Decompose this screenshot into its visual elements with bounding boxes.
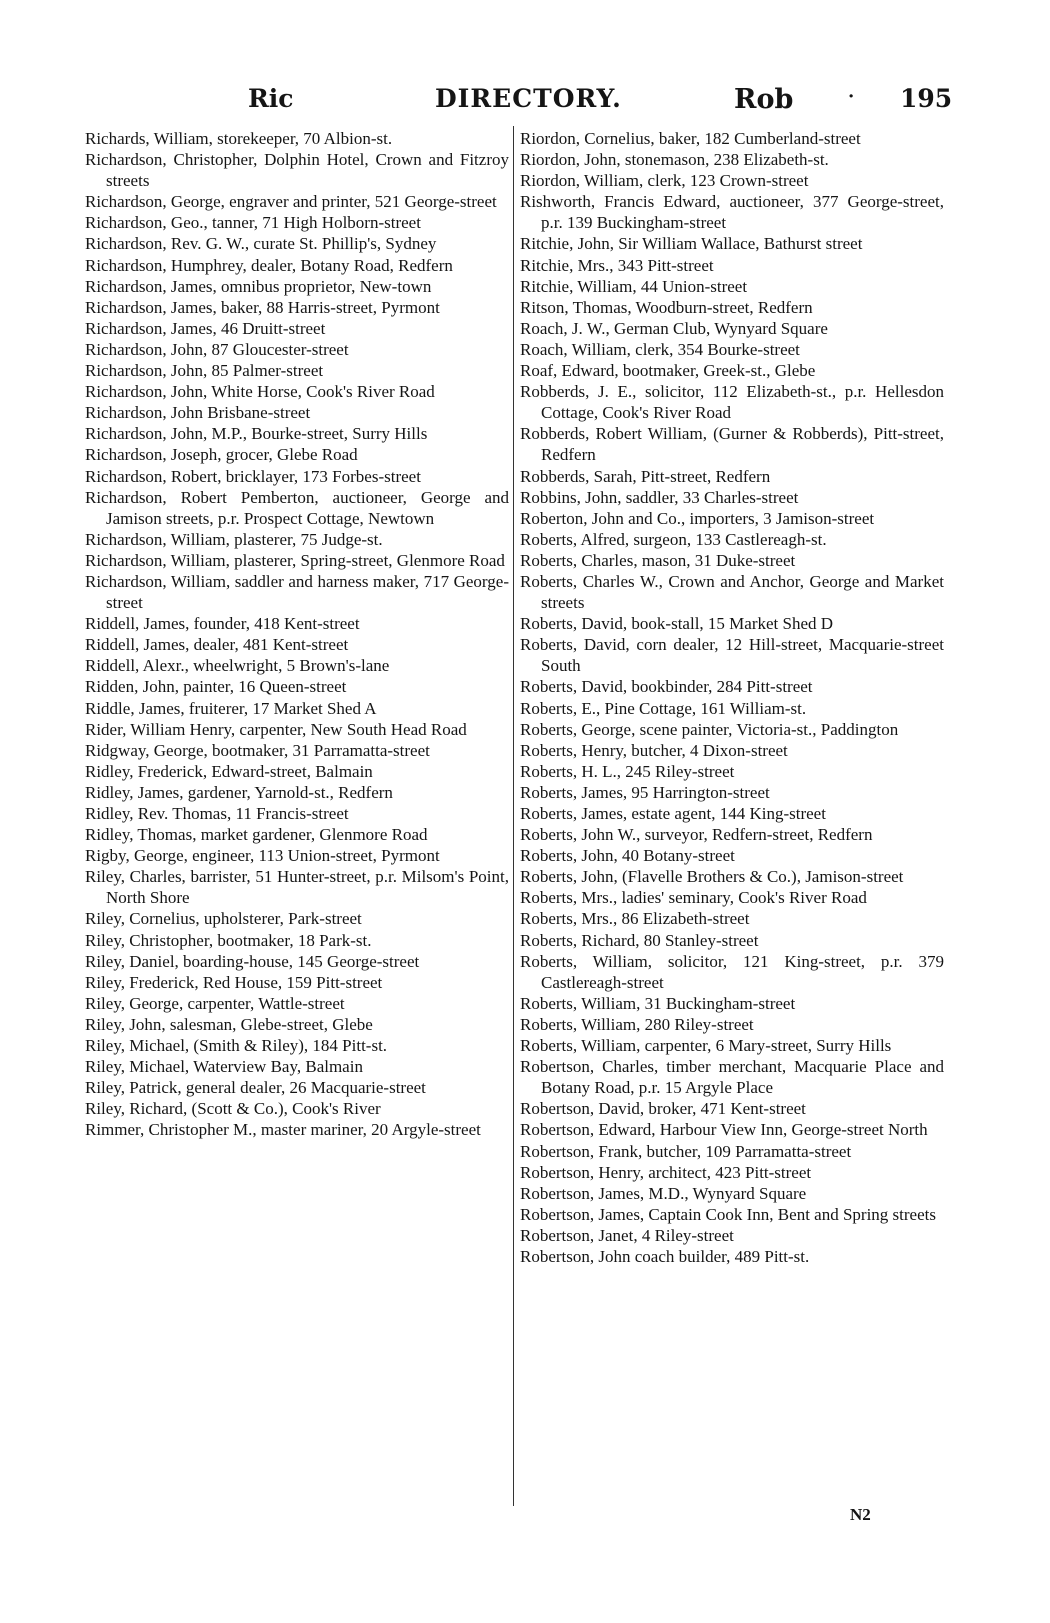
directory-entry: Roberts, David, bookbinder, 284 Pitt-street xyxy=(520,677,813,697)
directory-entry: Riley, Richard, (Scott & Co.), Cook's River xyxy=(85,1099,381,1119)
directory-entry: Roberts, William, solicitor, 121 King-street, p.r. 379 Castlereagh-street xyxy=(520,951,944,992)
directory-entry: Richardson, Humphrey, dealer, Botany Road, Redfern xyxy=(85,255,453,275)
directory-entry: Richardson, William, plasterer, Spring-street, Glenmore Road xyxy=(85,550,505,570)
directory-entry: Richardson, James, baker, 88 Harris-street, Pyrmont xyxy=(85,297,440,317)
directory-entry: Robertson, Frank, butcher, 109 Parramatta-street xyxy=(520,1141,852,1161)
directory-entry: Richardson, James, omnibus proprietor, New-town xyxy=(85,276,432,296)
directory-entry: Roberts, George, scene painter, Victoria-st., Paddington xyxy=(520,719,899,739)
directory-entry: Riley, Michael, (Smith & Riley), 184 Pitt-st. xyxy=(85,1036,388,1056)
directory-entry: Robertson, James, Captain Cook Inn, Bent and Spring streets xyxy=(520,1204,936,1224)
directory-entry: Roberts, Charles, mason, 31 Duke-street xyxy=(520,550,796,570)
directory-entry: Richardson, George, engraver and printer, 521 George-street xyxy=(85,192,497,212)
signature-mark: N2 xyxy=(850,1505,871,1524)
directory-entry: Roberts, Mrs., ladies' seminary, Cook's River Road xyxy=(520,888,867,908)
directory-entry: Richardson, Robert, bricklayer, 173 Forbes-street xyxy=(85,466,421,486)
directory-entry: Roach, J. W., German Club, Wynyard Square xyxy=(520,318,828,338)
directory-entry: Richardson, Christopher, Dolphin Hotel, Crown and Fitzroy streets xyxy=(85,150,509,191)
directory-entry: Roberts, William, 280 Riley-street xyxy=(520,1014,754,1034)
directory-entry: Rishworth, Francis Edward, auctioneer, 377 George-street, p.r. 139 Buckingham-street xyxy=(520,192,944,233)
directory-entry: Robertson, Charles, timber merchant, Macquarie Place and Botany Road, p.r. 15 Argyle Place xyxy=(520,1057,944,1098)
directory-entry: Roaf, Edward, bootmaker, Greek-st., Glebe xyxy=(520,361,816,381)
directory-entry: Riddell, Alexr., wheelwright, 5 Brown's-lane xyxy=(85,656,390,676)
directory-entry: Riddell, James, dealer, 481 Kent-street xyxy=(85,635,349,655)
directory-entry: Roberts, John, 40 Botany-street xyxy=(520,846,735,866)
directory-entry: Ritchie, John, Sir William Wallace, Bathurst street xyxy=(520,234,863,254)
left-guide-word: Ric xyxy=(248,84,294,113)
directory-entry: Roberts, James, 95 Harrington-street xyxy=(520,782,770,802)
directory-entry: Robertson, Janet, 4 Riley-street xyxy=(520,1225,734,1245)
directory-entry: Richardson, John, 87 Gloucester-street xyxy=(85,339,349,359)
directory-entry: Ritchie, William, 44 Union-street xyxy=(520,276,748,296)
directory-entry: Ridley, Frederick, Edward-street, Balmain xyxy=(85,761,373,781)
directory-entry: Roberts, David, book-stall, 15 Market Shed D xyxy=(520,614,834,634)
directory-entry: Roberts, Mrs., 86 Elizabeth-street xyxy=(520,909,750,929)
directory-entry: Ridley, Rev. Thomas, 11 Francis-street xyxy=(85,804,349,823)
directory-entry: Roberts, E., Pine Cottage, 161 William-st. xyxy=(520,698,807,718)
right-column xyxy=(520,128,944,1267)
directory-entry: Roberts, Alfred, surgeon, 133 Castlereagh-st. xyxy=(520,529,827,549)
directory-entry: Riley, John, salesman, Glebe-street, Glebe xyxy=(85,1014,373,1034)
directory-entry: Riley, George, carpenter, Wattle-street xyxy=(85,993,345,1013)
directory-entry: Riley, Frederick, Red House, 159 Pitt-street xyxy=(85,972,383,992)
directory-entry: Richardson, William, saddler and harness maker, 717 George-street xyxy=(85,571,509,613)
directory-entry: Roberts, William, 31 Buckingham-street xyxy=(520,993,796,1013)
directory-entry: Riley, Patrick, general dealer, 26 Macquarie-street xyxy=(85,1078,426,1098)
directory-entry: Ritson, Thomas, Woodburn-street, Redfern xyxy=(520,297,813,317)
directory-entry: Riley, Cornelius, upholsterer, Park-street xyxy=(85,909,362,929)
directory-entry: Riddell, James, founder, 418 Kent-street xyxy=(85,614,360,634)
directory-entry: Riordon, William, clerk, 123 Crown-street xyxy=(520,171,809,191)
directory-entry: Roberts, James, estate agent, 144 King-street xyxy=(520,804,826,823)
directory-entry: Riley, Christopher, bootmaker, 18 Park-st. xyxy=(85,930,372,950)
directory-entry: Richardson, John, White Horse, Cook's River Road xyxy=(85,382,435,402)
directory-entry: Roberts, Henry, butcher, 4 Dixon-street xyxy=(520,740,788,760)
directory-entry: Robberds, Sarah, Pitt-street, Redfern xyxy=(520,466,771,486)
directory-entry: Rigby, George, engineer, 113 Union-street, Pyrmont xyxy=(85,846,440,866)
directory-entry: Ridley, Thomas, market gardener, Glenmore Road xyxy=(85,825,428,845)
directory-entry: Richardson, John, M.P., Bourke-street, Surry Hills xyxy=(85,424,428,444)
directory-entry: Robbins, John, saddler, 33 Charles-street xyxy=(520,487,799,507)
directory-entry: Riley, Charles, barrister, 51 Hunter-street, p.r. Milsom's Point, North Shore xyxy=(85,867,509,908)
directory-entry: Ridden, John, painter, 16 Queen-street xyxy=(85,677,347,697)
directory-entry: Robberds, J. E., solicitor, 112 Elizabeth-st., p.r. Hellesdon Cottage, Cook's River Road xyxy=(520,382,944,423)
directory-entry: Roberts, Richard, 80 Stanley-street xyxy=(520,930,759,950)
directory-entry: Robberds, Robert William, (Gurner & Robberds), Pitt-street, Redfern xyxy=(520,424,944,465)
directory-entry: Rider, William Henry, carpenter, New South Head Road xyxy=(85,719,467,739)
directory-entry: Roach, William, clerk, 354 Bourke-street xyxy=(520,339,800,359)
directory-entry: Roberton, John and Co., importers, 3 Jamison-street xyxy=(520,508,875,528)
directory-entry: Roberts, John, (Flavelle Brothers & Co.), Jamison-street xyxy=(520,867,904,887)
directory-entry: Rimmer, Christopher M., master mariner, 20 Argyle-street xyxy=(85,1120,481,1140)
directory-entry: Roberts, H. L., 245 Riley-street xyxy=(520,761,735,781)
right-guide-word: Rob xyxy=(734,84,794,115)
directory-entry: Robertson, Edward, Harbour View Inn, George-street North xyxy=(520,1120,928,1140)
directory-entry: Roberts, William, carpenter, 6 Mary-street, Surry Hills xyxy=(520,1036,892,1056)
directory-entry: Richardson, William, plasterer, 75 Judge-st. xyxy=(85,529,383,549)
directory-entry: Richardson, Rev. G. W., curate St. Phillip's, Sydney xyxy=(85,234,437,254)
directory-entry: Robertson, John coach builder, 489 Pitt-st. xyxy=(520,1246,810,1266)
directory-entry: Richards, William, storekeeper, 70 Albion-st. xyxy=(85,129,393,148)
directory-entry: Richardson, James, 46 Druitt-street xyxy=(85,318,326,338)
directory-entry: Ridley, James, gardener, Yarnold-st., Redfern xyxy=(85,782,393,802)
directory-entry: Ritchie, Mrs., 343 Pitt-street xyxy=(520,255,714,275)
directory-entry: Riley, Michael, Waterview Bay, Balmain xyxy=(85,1057,363,1077)
page-number: 195 xyxy=(900,84,953,113)
page-title: DIRECTORY. xyxy=(435,84,622,113)
directory-entry: Roberts, Charles W., Crown and Anchor, George and Market streets xyxy=(520,571,944,613)
directory-entry: Roberts, David, corn dealer, 12 Hill-street, Macquarie-street South xyxy=(520,635,944,676)
page-header xyxy=(80,84,970,124)
directory-entry: Riordon, Cornelius, baker, 182 Cumberland-street xyxy=(520,129,861,148)
directory-entry: Richardson, Robert Pemberton, auctioneer, George and Jamison streets, p.r. Prospect Cottage, Newtown xyxy=(85,487,509,528)
directory-entry: Riddle, James, fruiterer, 17 Market Shed A xyxy=(85,698,377,718)
directory-entry: Richardson, John Brisbane-street xyxy=(85,403,311,423)
header-dot: · xyxy=(848,86,855,107)
directory-entry: Robertson, Henry, architect, 423 Pitt-street xyxy=(520,1162,812,1182)
directory-entry: Richardson, John, 85 Palmer-street xyxy=(85,361,324,381)
left-column xyxy=(85,128,509,1141)
column-divider xyxy=(513,126,514,1506)
directory-entry: Riley, Daniel, boarding-house, 145 George-street xyxy=(85,951,420,971)
directory-entry: Roberts, John W., surveyor, Redfern-street, Redfern xyxy=(520,825,873,845)
directory-entry: Ridgway, George, bootmaker, 31 Parramatta-street xyxy=(85,740,430,760)
directory-entry: Richardson, Geo., tanner, 71 High Holborn-street xyxy=(85,213,421,233)
directory-entry: Robertson, David, broker, 471 Kent-street xyxy=(520,1099,806,1119)
directory-entry: Riordon, John, stonemason, 238 Elizabeth-st. xyxy=(520,150,829,170)
directory-entry: Richardson, Joseph, grocer, Glebe Road xyxy=(85,445,358,465)
directory-entry: Robertson, James, M.D., Wynyard Square xyxy=(520,1183,807,1203)
